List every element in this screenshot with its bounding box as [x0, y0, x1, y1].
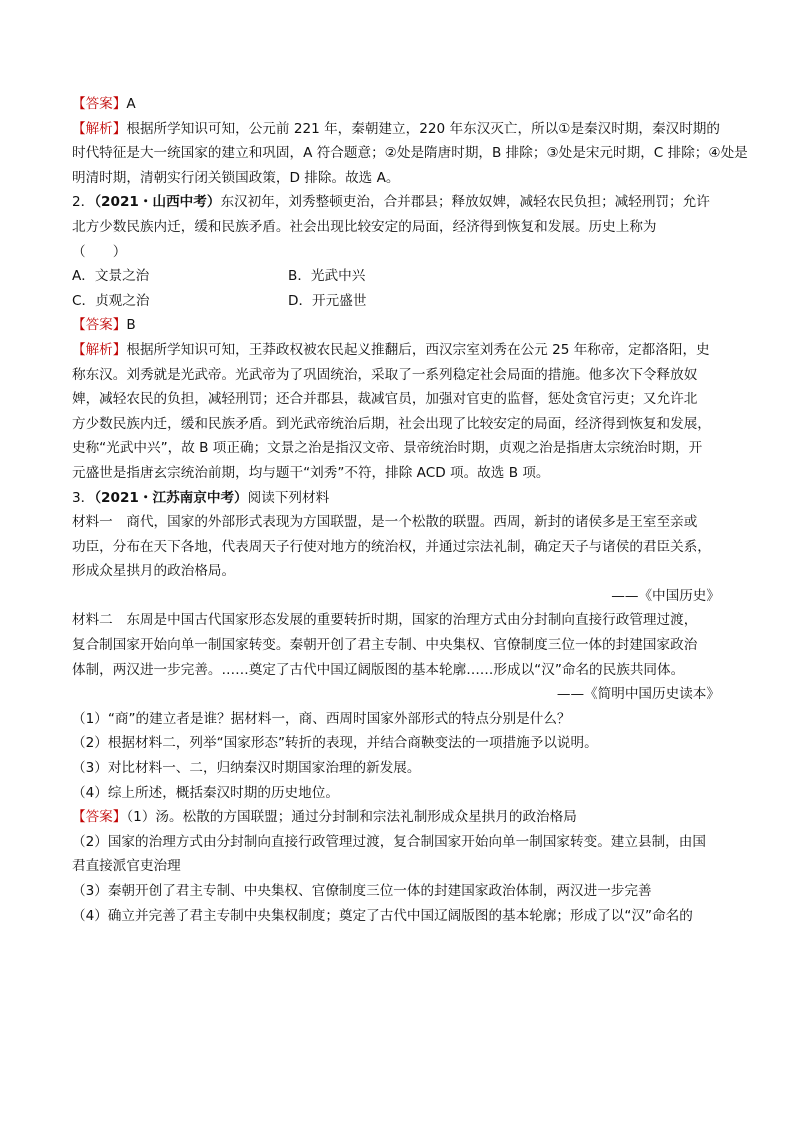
answer-tag: 【答案】 — [72, 317, 127, 334]
option-b: B．光武中兴 — [288, 268, 366, 285]
q3-question-2: （2）根据材料二，列举“国家形态”转折的表现，并结合商鞅变法的一项措施予以说明。 — [72, 735, 598, 752]
document-content — [72, 92, 748, 928]
q2-stem-line-3: （ ） — [72, 243, 127, 260]
q2-source: （2021・山西中考） — [94, 194, 221, 211]
material-2-line-3: 体制，两汉进一步完善。……奠定了古代中国辽阔版图的基本轮廓……形成以“汉”命名的民族共同体。 — [72, 661, 685, 678]
q3-question-4: （4）综上所述，概括秦汉时期的历史地位。 — [72, 784, 339, 801]
q3-answer-line-3: 君直接派官吏治理 — [72, 858, 181, 875]
material-1-line-3: 形成众星拱月的政治格局。 — [72, 563, 236, 580]
material-1-line-2: 功臣，分布在天下各地，代表周天子行使对地方的统治权，并通过宗法礼制，确定天子与诸侯的君臣关系， — [72, 538, 711, 555]
q1-analysis-line-1: 【解析】根据所学知识可知，公元前 221 年，秦朝建立，220 年东汉灭亡，所以①是秦汉时期，秦汉时期的 — [72, 120, 720, 137]
q3-answer-line-4: （3）秦朝开创了君主专制、中央集权、官僚制度三位一体的封建国家政治体制，两汉进一步完善 — [72, 883, 652, 899]
option-d: D．开元盛世 — [288, 292, 367, 309]
q2-options-row-2 — [72, 289, 728, 314]
q2-analysis-line-6: 元盛世是指唐玄宗统治前期，均与题干“刘秀”不符，排除 ACD 项。故选 B 项。 — [72, 464, 550, 481]
material-2-line-2: 复合制国家开始向单一制国家转变。秦朝开创了君主专制、中央集权、官僚制度三位一体的封建国家政治 — [72, 637, 698, 654]
q3-number: 3． — [72, 489, 95, 506]
q3-answer-line-2: （2）国家的治理方式由分封制向直接行政管理过渡，复合制国家开始向单一制国家转变。建立县制，由国 — [72, 833, 706, 850]
material-1-line-1: 材料一 商代，国家的外部形式表现为方国联盟，是一个松散的联盟。西周，新封的诸侯多是王室至亲或 — [72, 514, 698, 531]
material-2-source: ——《简明中国历史读本》 — [556, 686, 720, 703]
q1-analysis-line-2: 时代特征是大一统国家的建立和巩固，A 符合题意；②处是隋唐时期，B 排除；③处是宋元时期，C 排除；④处是 — [72, 145, 748, 162]
q3-question-3: （3）对比材料一、二，归纳秦汉时期国家治理的新发展。 — [72, 760, 421, 777]
answer-tag: 【答案】 — [72, 809, 127, 826]
q2-analysis-line-4: 方少数民族内迁，缓和民族矛盾。到光武帝统治后期，社会出现了比较安定的局面，经济得到恢复和发展， — [72, 415, 711, 432]
q2-answer-line — [72, 313, 728, 338]
analysis-tag: 【解析】 — [72, 341, 127, 358]
q2-options-row-1 — [72, 264, 728, 289]
q3-question-1: （1）“商”的建立者是谁？据材料一，商、西周时国家外部形式的特点分别是什么？ — [72, 710, 571, 727]
q3-intro-line: 3．（2021・江苏南京中考）阅读下列材料 — [72, 489, 330, 506]
q3-answer-line-5: （4）确立并完善了君主专制中央集权制度；奠定了古代中国辽阔版图的基本轮廓；形成了以“汉”命名的 — [72, 907, 693, 924]
q3-answer-line-1: 【答案】（1）汤。松散的方国联盟；通过分封制和宗法礼制形成众星拱月的政治格局 — [72, 809, 577, 826]
q2-stem-line-1: 2．（2021・山西中考）东汉初年，刘秀整顿吏治，合并郡县；释放奴婢，减轻农民负担；减轻刑罚；允许 — [72, 194, 710, 211]
material-2-line-1: 材料二 东周是中国古代国家形态发展的重要转折时期，国家的治理方式由分封制向直接行政管理过渡， — [72, 612, 698, 629]
answer-tag: 【答案】 — [72, 96, 127, 112]
q2-analysis-line-3: 婢，减轻农民的负担，减轻刑罚；还合并郡县，裁减官员，加强对官吏的监督，惩处贪官污吏；又允许北 — [72, 391, 698, 408]
analysis-tag: 【解析】 — [72, 120, 127, 137]
q2-stem-line-2: 北方少数民族内迁，缓和民族矛盾。社会出现比较安定的局面，经济得到恢复和发展。历史上称为 — [72, 218, 657, 235]
option-a: A．文景之治 — [72, 268, 150, 285]
material-1-source: ——《中国历史》 — [611, 587, 720, 604]
option-c: C．贞观之治 — [72, 292, 150, 309]
q2-analysis-line-1: 【解析】根据所学知识可知，王莽政权被农民起义推翻后，西汉宗室刘秀在公元 25 年称帝，定都洛阳，史 — [72, 341, 710, 358]
q1-analysis-line-3: 明清时期，清朝实行闭关锁国政策，D 排除。故选 A。 — [72, 169, 400, 186]
q2-number: 2． — [72, 194, 95, 211]
q2-analysis-line-2: 称东汉。刘秀就是光武帝。光武帝为了巩固统治，采取了一系列稳定社会局面的措施。他多次下令释放奴 — [72, 366, 698, 383]
q1-answer: A — [126, 96, 136, 112]
q2-answer: B — [126, 317, 136, 334]
q2-analysis-line-5: 史称“光武中兴”，故 B 项正确；文景之治是指汉文帝、景帝统治时期，贞观之治是指唐太宗统治时期，开 — [72, 440, 703, 457]
q1-answer-line — [72, 92, 728, 117]
q3-source: （2021・江苏南京中考） — [94, 489, 248, 506]
